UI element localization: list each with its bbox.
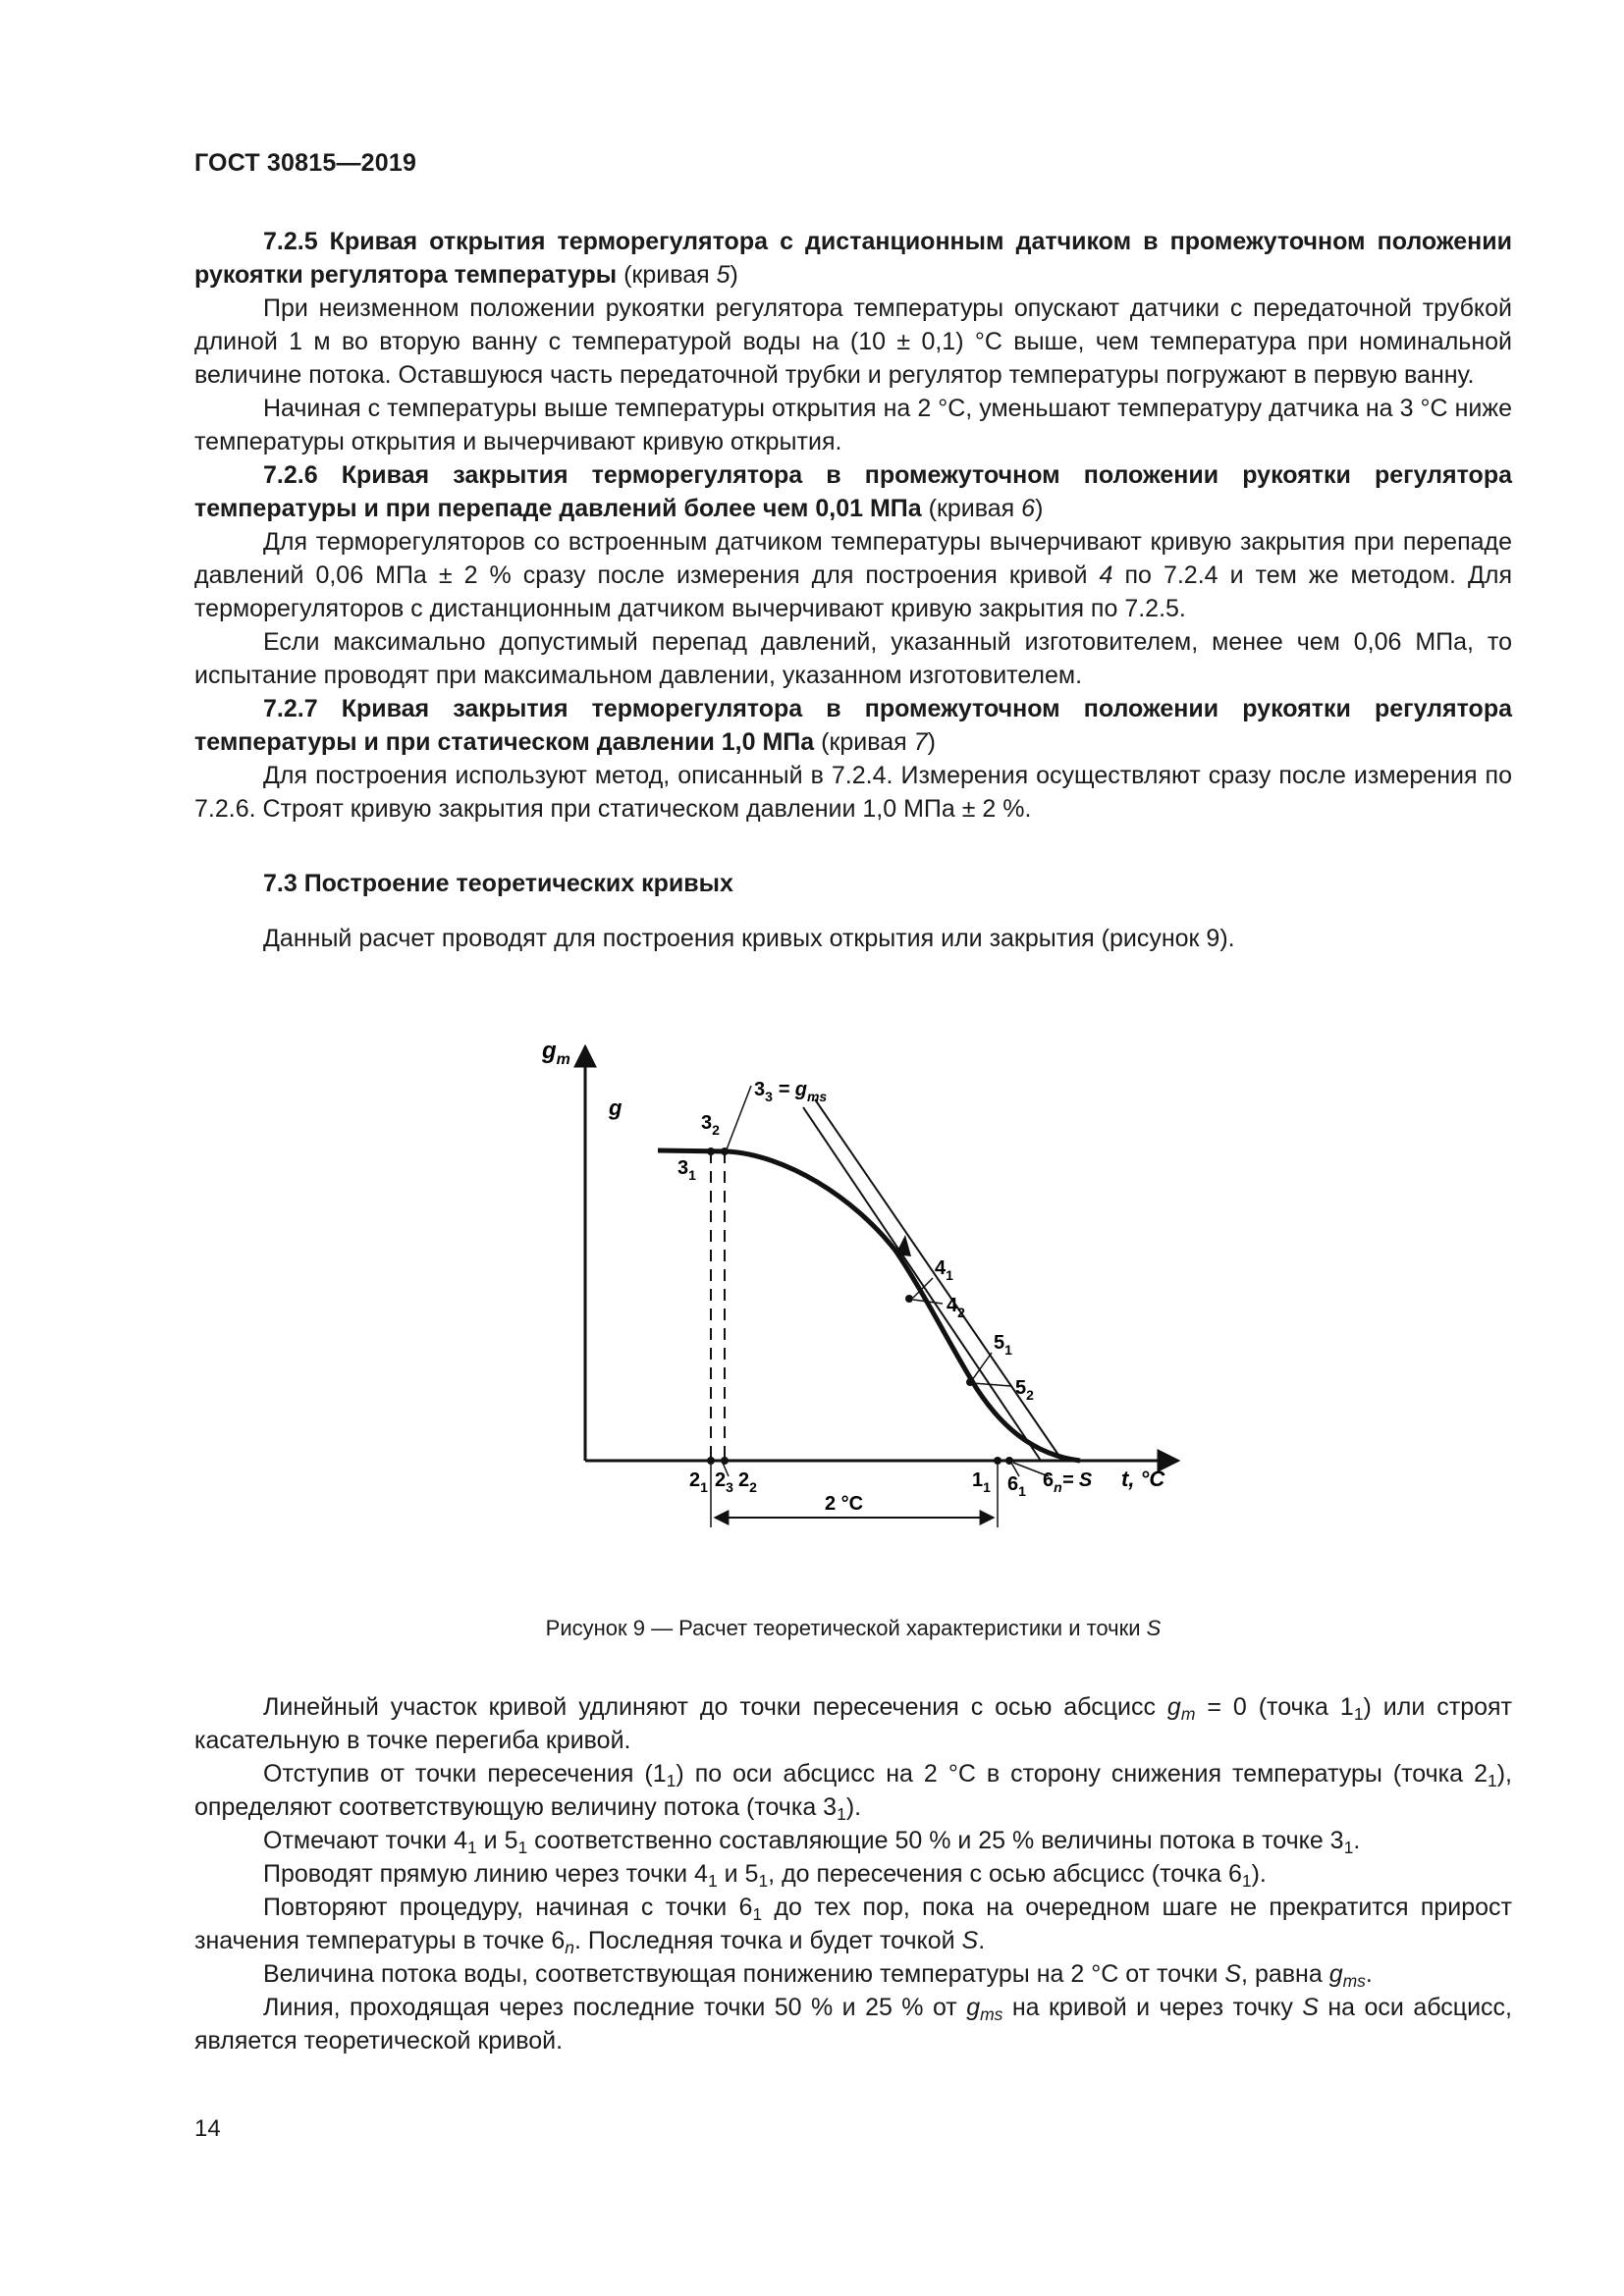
section-7-3 — [194, 867, 1512, 955]
curve-ref-prefix: (кривая — [821, 728, 914, 756]
leader-line — [972, 1353, 992, 1380]
curve-number: 4 — [1099, 561, 1113, 589]
procedure-paragraph: Проводят прямую линию через точки $4_1$ и $5_1$, до пересечения с осью абсцисс (точка $6_1$). — [263, 1860, 1267, 1891]
curve-ref-number: 7 — [913, 728, 928, 756]
procedure-paragraph: Линейный участок кривой удлиняют до точки пересечения с осью абсцисс $g_m = 0$ (точка $1_1$) или строят касательную в точке перегиба кривой. — [194, 1693, 1512, 1754]
leader-line — [727, 1086, 751, 1149]
curve-ref — [929, 495, 1044, 522]
heading-text: 7.2.7 Кривая закрытия терморегулятора в промежуточном положении рукоятки регулятора температуры и при статическом давлении 1,0 МПа — [194, 695, 1512, 756]
curve-ref-number: 6 — [1021, 495, 1036, 522]
section-7-3-heading: 7.3 Построение теоретических кривых — [263, 870, 733, 897]
sections-7-2-5-to-7-2-7 — [194, 225, 1512, 826]
label-6-n-s: $6_n= S$ — [1043, 1469, 1093, 1495]
label-4-1: $4_1$ — [935, 1257, 953, 1283]
theoretical-curve-procedure — [194, 1690, 1512, 2057]
procedure-paragraph: Повторяют процедуру, начиная с точки $6_1$ до тех пор, пока на очередном шаге не прекратится прирост значения температуры в точке $6_n$. Последняя точка и будет точкой S. — [194, 1894, 1512, 1957]
section-7-2-6-paragraph — [194, 525, 1512, 625]
point-marker — [707, 1148, 715, 1155]
procedure-paragraph: Величина потока воды, соответствующая понижению температуры на 2 °С от точки S, равна $g_{ms}$. — [263, 1960, 1373, 1991]
procedure-paragraph: Отступив от точки пересечения $(1_1)$ по оси абсцисс на 2 °С в сторону снижения температуры (точка $2_1$), определяют соответствующую величину потока (точка $3_1$). — [194, 1760, 1512, 1824]
label-6-1: $6_1$ — [1007, 1473, 1026, 1499]
point-marker — [994, 1457, 1001, 1465]
figure-9-diagram — [530, 1011, 1198, 1561]
procedure-paragraph: Линия, проходящая через последние точки 50 % и 25 % от $g_{ms}$ на кривой и через точку S на оси абсцисс, является теоретической кривой. — [194, 1994, 1512, 2055]
procedure-paragraph: Отмечают точки $4_1$ и $5_1$ соответственно составляющие 50 % и 25 % величины потока в точке $3_1$. — [263, 1827, 1361, 1857]
section-7-2-6-paragraph: Если максимально допустимый перепад давлений, указанный изготовителем, менее чем 0,06 МПа, то испытание проводят при максимальном давлении, указанном изготовителем. — [194, 628, 1512, 689]
figure-caption — [194, 1616, 1512, 1641]
page-number: 14 — [194, 2115, 221, 2142]
document-code-header: ГОСТ 30815—2019 — [194, 149, 417, 177]
caption-variable: S — [1146, 1616, 1162, 1640]
curve-ref-suffix: ) — [730, 261, 738, 289]
curve-ref-suffix: ) — [927, 728, 936, 756]
section-7-2-7-heading — [194, 692, 1512, 759]
heading-text: 7.2.6 Кривая закрытия терморегулятора в промежуточном положении рукоятки регулятора температуры и при перепаде давлений более чем 0,01 МПа — [194, 461, 1512, 522]
tangent-line-2 — [815, 1099, 1062, 1461]
y-axis-label: $g_m$ — [542, 1038, 570, 1068]
y-axis-secondary-label: g — [609, 1095, 623, 1120]
label-2-3: $2_3$ — [715, 1469, 733, 1495]
point-marker — [905, 1295, 913, 1303]
curve-ref — [623, 261, 738, 289]
point-marker — [721, 1457, 729, 1465]
section-7-2-7-paragraph: Для построения используют метод, описанный в 7.2.4. Измерения осуществляют сразу после измерения по 7.2.6. Строят кривую закрытия при статическом давлении 1,0 МПа ± 2 %. — [194, 762, 1512, 823]
characteristic-curve — [658, 1150, 1080, 1461]
label-3-1: $3_1$ — [677, 1157, 696, 1183]
label-4-2: $4_2$ — [947, 1295, 965, 1320]
curve-ref-prefix: (кривая — [623, 261, 717, 289]
section-7-2-5-paragraph: Начиная с температуры выше температуры открытия на 2 °С, уменьшают температуру датчика на 3 °С ниже температуры открытия и вычерчивают кривую открытия. — [194, 395, 1512, 455]
text-run: Для терморегуляторов со встроенным датчиком температуры вычерчивают кривую закрытия при перепаде давлений 0,06 МПа ± 2 % сразу после измерения для построения кривой — [194, 528, 1512, 589]
leader-line — [972, 1383, 1011, 1386]
text-run: по 7.2.4 и тем же методом. Для терморегуляторов с дистанционным датчиком вычерчивают кривую закрытия по 7.2.5. — [194, 561, 1513, 622]
section-7-3-intro: Данный расчет проводят для построения кривых открытия или закрытия (рисунок 9). — [263, 925, 1235, 952]
section-7-2-6-heading — [194, 458, 1512, 525]
label-2-1: $2_1$ — [689, 1469, 708, 1495]
curve-ref-suffix: ) — [1035, 495, 1044, 522]
section-7-2-5-paragraph: При неизменном положении рукоятки регулятора температуры опускают датчики с передаточной трубкой длиной 1 м во вторую ванну с температурой воды на (10 ± 0,1) °С выше, чем температура при номинальной величине потока. Оставшуюся часть передаточной трубки и регулятор температуры погружают в первую ванну. — [194, 294, 1512, 389]
curve-ref — [821, 728, 936, 756]
curve-ref-prefix: (кривая — [928, 495, 1022, 522]
point-marker — [707, 1457, 715, 1465]
label-5-2: $5_2$ — [1015, 1377, 1034, 1403]
label-2-2: $2_2$ — [738, 1469, 757, 1495]
heading-text: 7.2.5 Кривая открытия терморегулятора с дистанционным датчиком в промежуточном положении рукоятки регулятора температуры — [194, 228, 1512, 289]
label-3-2: $3_2$ — [701, 1112, 720, 1138]
caption-text: Рисунок 9 — Расчет теоретической характеристики и точки — [545, 1616, 1147, 1640]
label-5-1: $5_1$ — [994, 1332, 1012, 1358]
span-label: 2 °C — [825, 1493, 864, 1515]
section-7-2-5-heading — [194, 225, 1512, 292]
x-axis-label: t, °C — [1121, 1467, 1165, 1491]
curve-ref-number: 5 — [716, 261, 731, 289]
label-1-1: $1_1$ — [972, 1469, 991, 1495]
tangent-line-1 — [803, 1107, 1041, 1461]
label-3-3: $3_3 = g_{ms}$ — [754, 1079, 828, 1104]
